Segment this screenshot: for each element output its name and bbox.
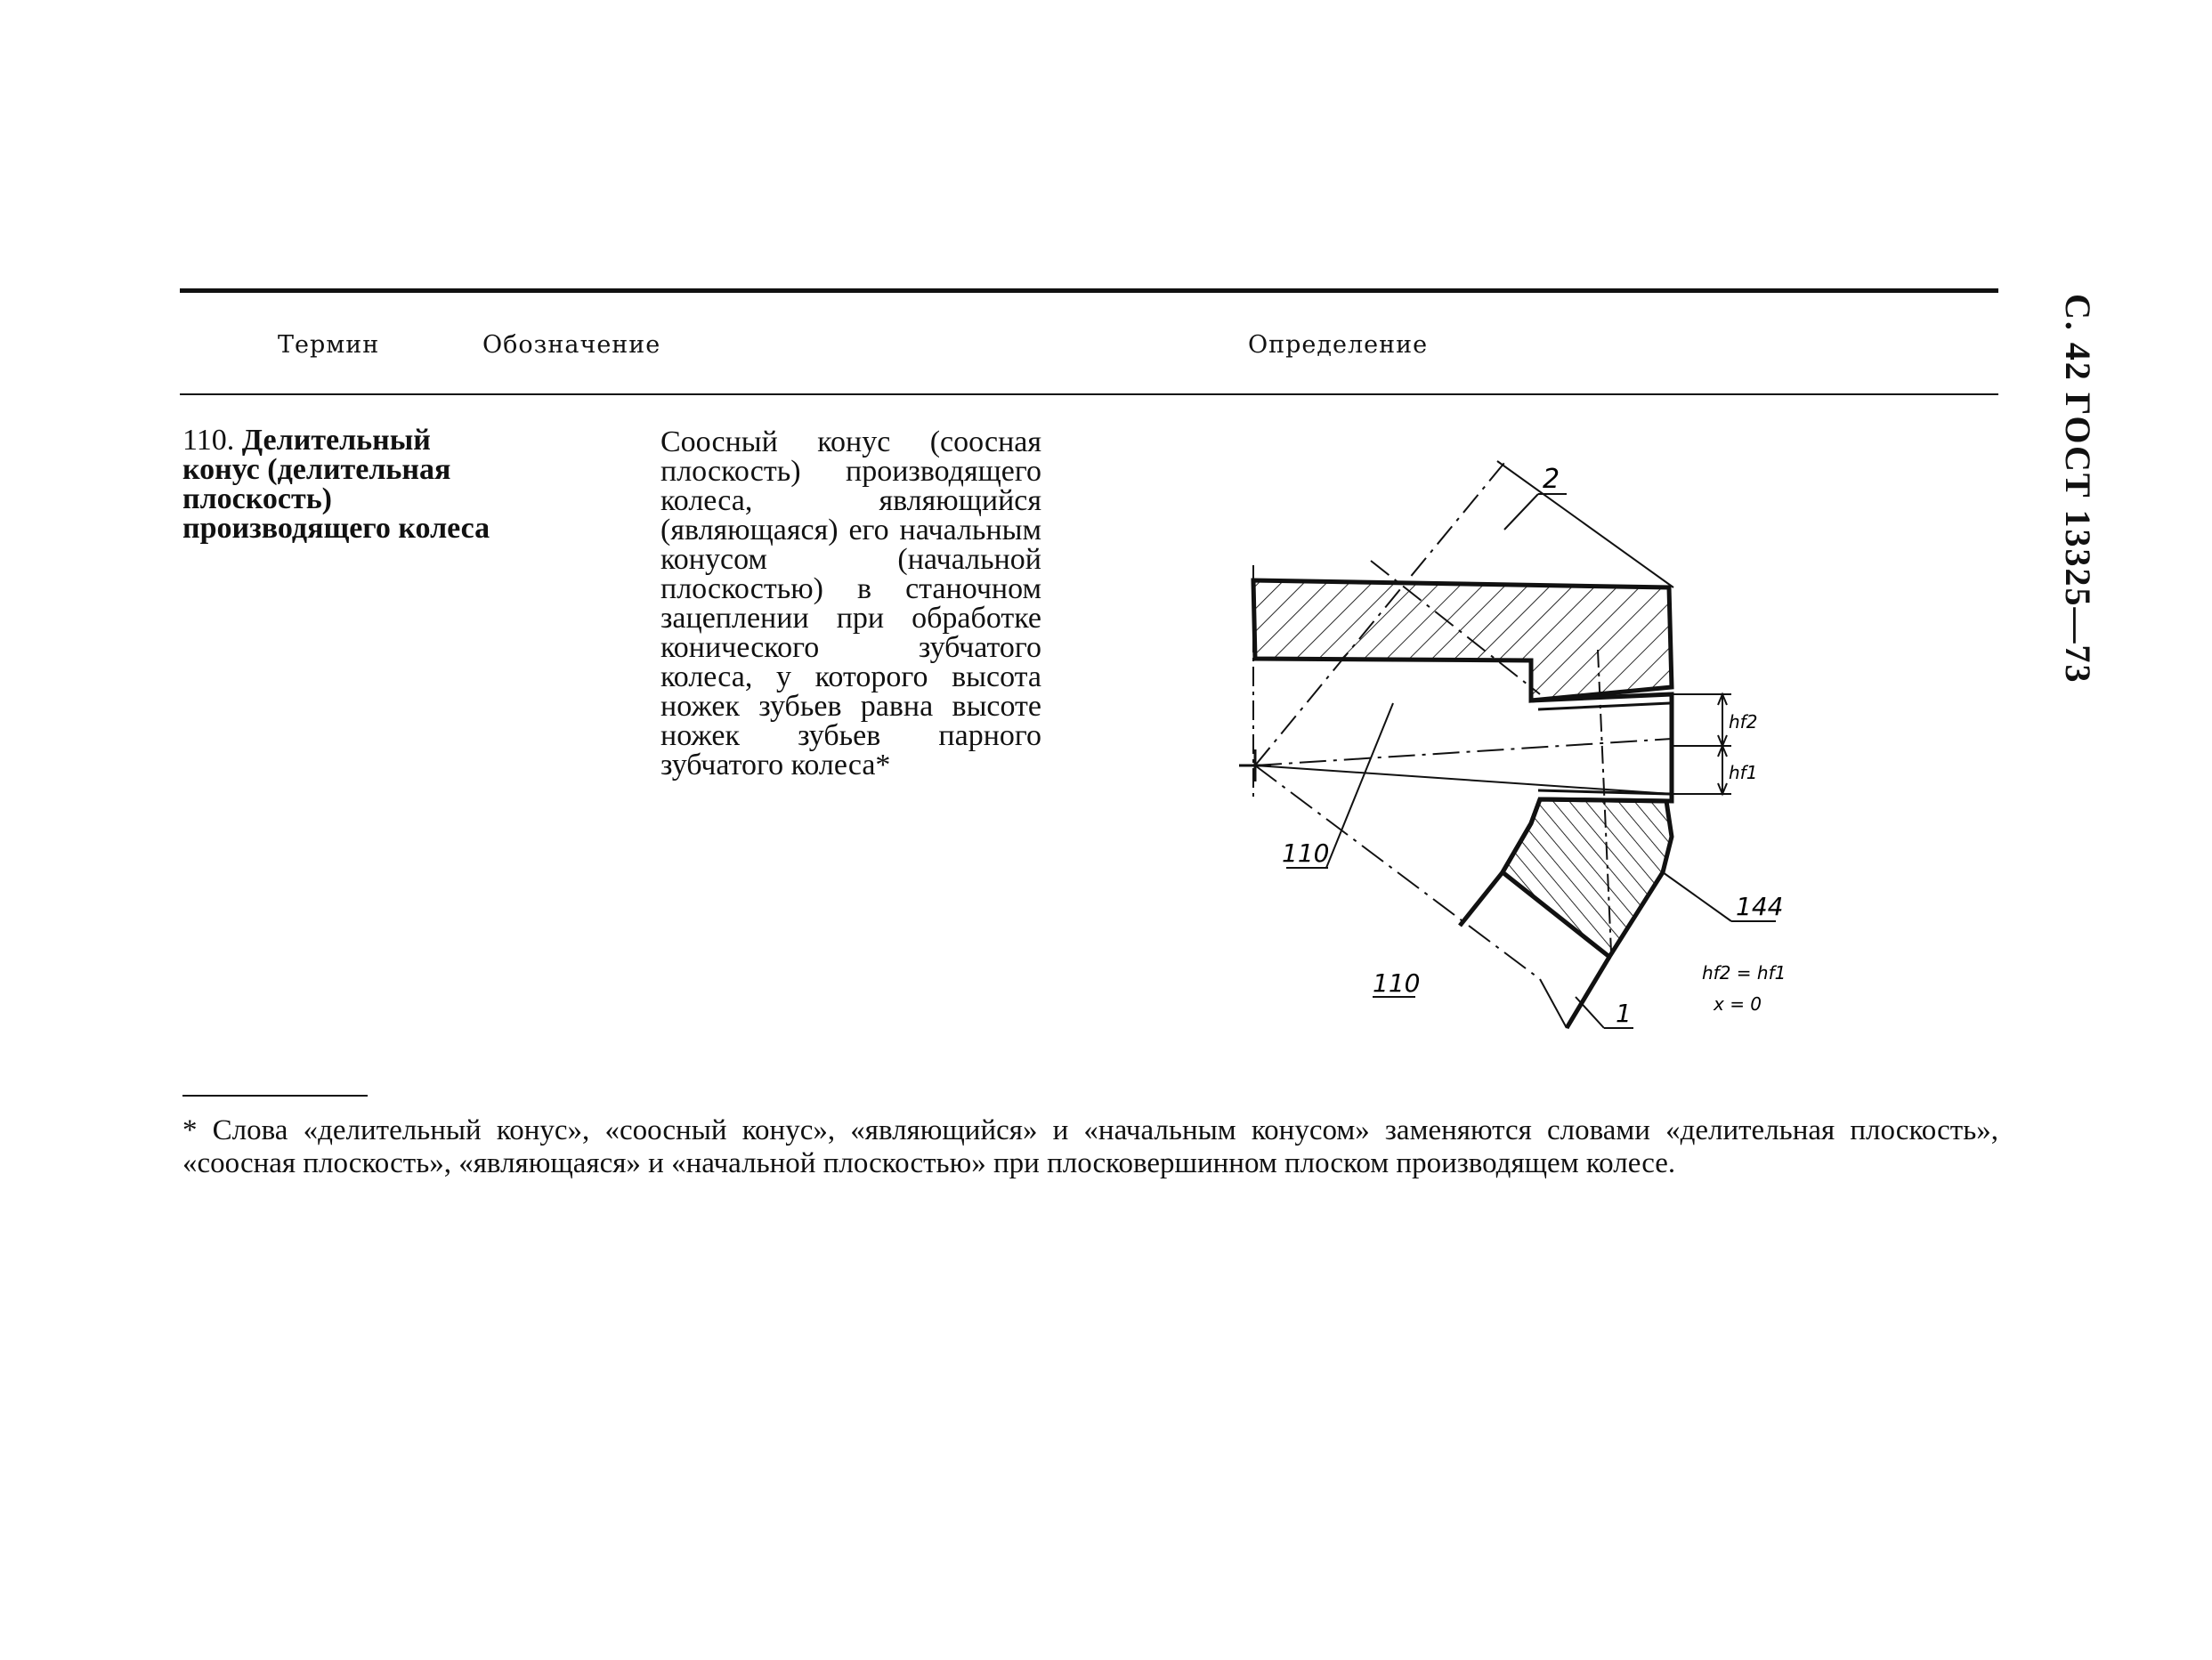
term-number: 110. (182, 424, 235, 457)
label-condition-1: hf2 = hf1 (1702, 962, 1787, 984)
label-110-bottom: 110 (1373, 968, 1421, 998)
label-144: 144 (1736, 892, 1784, 921)
label-condition-2: x = 0 (1714, 993, 1762, 1015)
label-hf2: hf2 (1729, 711, 1758, 733)
label-hf1: hf1 (1729, 762, 1758, 783)
label-110-left: 110 (1282, 838, 1330, 868)
term-text: Делительный конус (делительная плоскость) производящего колеса (182, 424, 490, 545)
term-cell (182, 425, 503, 543)
page-header: С. 42 ГОСТ 13325—73 (2058, 294, 2098, 684)
table-top-rule (180, 288, 1998, 293)
footnote-text: * Слова «делительный конус», «соосный конус», «являющийся» и «начальным конусом» заменяются словами «делительная плоскость», «соосная плоскость», «являющаяся» и «начальной плоскостью» при плосковершинном плоском производящем колесе. (182, 1114, 1998, 1179)
label-2: 2 (1543, 464, 1560, 495)
lower-tooth (1503, 799, 1672, 957)
upper-body (1253, 580, 1672, 700)
header-designation: Обозначение (482, 331, 661, 359)
header-definition: Определение (1248, 331, 1429, 359)
table-header-rule (180, 393, 1998, 395)
label-1: 1 (1616, 999, 1632, 1028)
bevel-gear-figure (1237, 445, 1807, 1050)
definition-text: Соосный конус (соосная плоскость) производящего колеса, являющийся (являющаяся) его начальным конусом (начальной плоскостью) в станочном зацеплении при обработке конического зубчатого колеса, у которого высота ножек зубьев равна высоте ножек зубьев парного зубчатого колеса* (660, 425, 1041, 781)
footnote-rule (182, 1095, 368, 1097)
header-term: Термин (278, 331, 380, 359)
